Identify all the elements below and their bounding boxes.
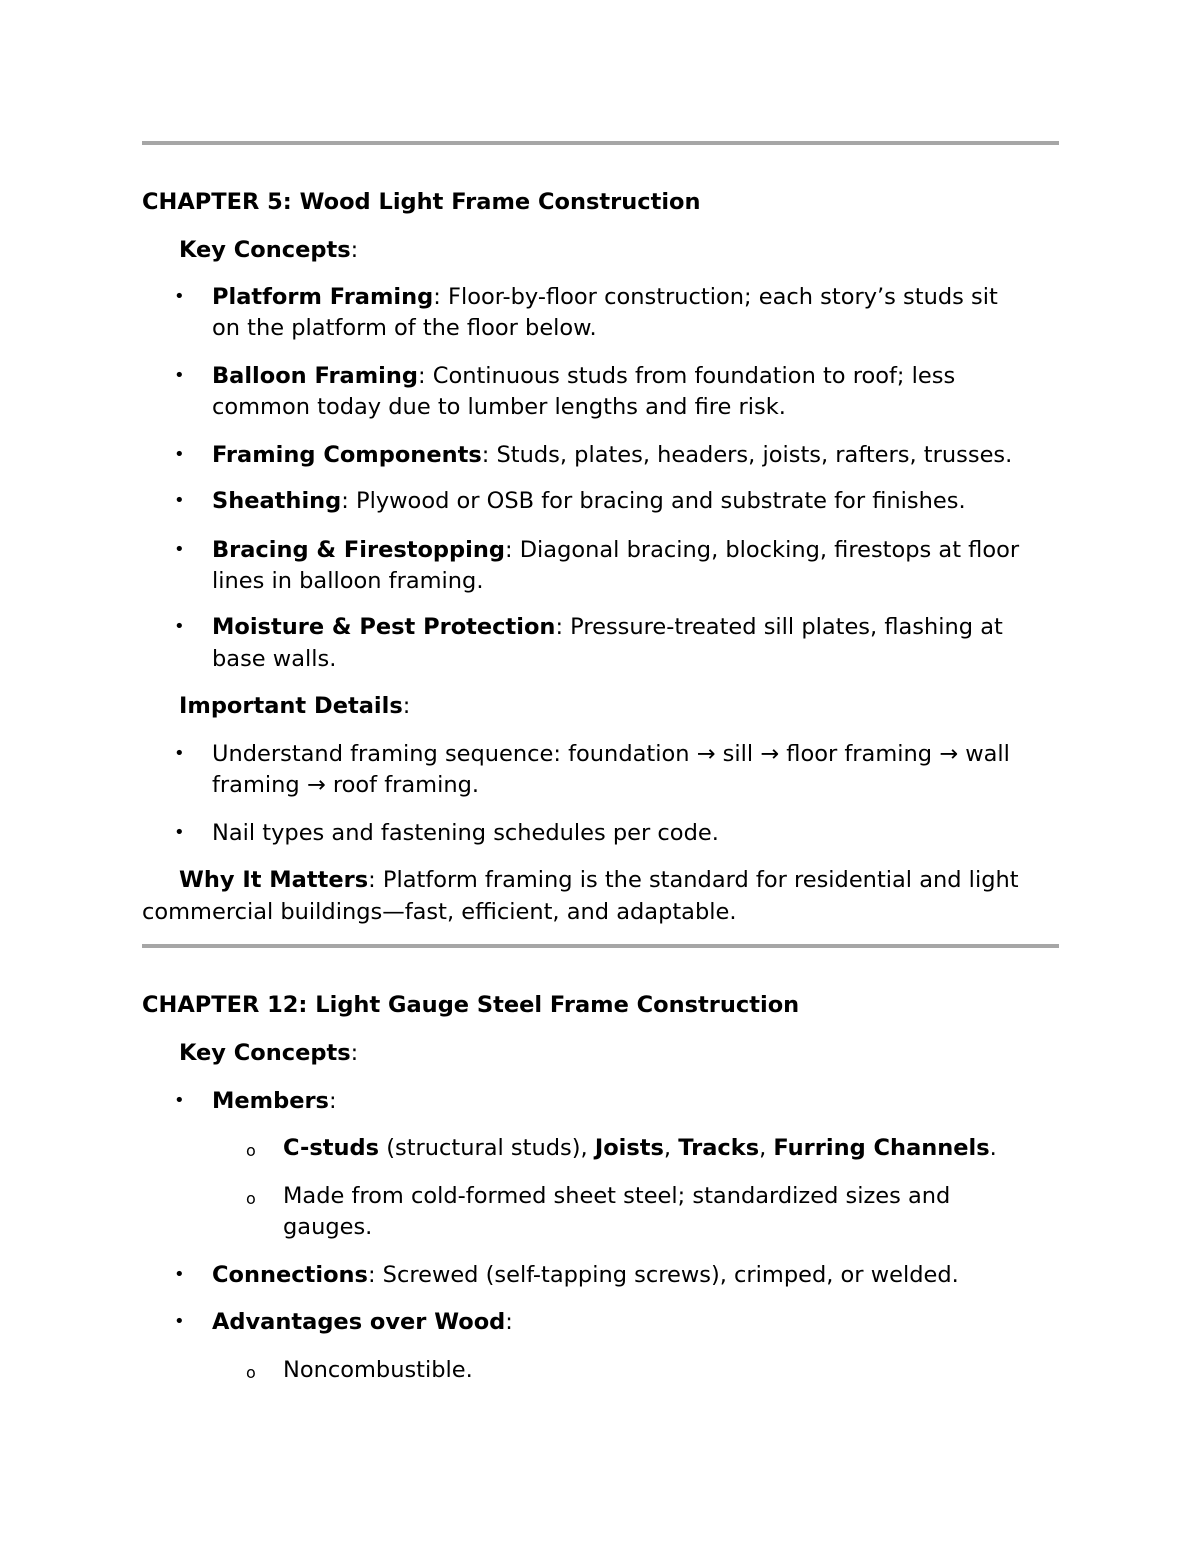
ch5-item-sheathing: Sheathing: Plywood or OSB for bracing and substrate for finishes. xyxy=(212,488,966,514)
ch5-item-platform-framing: Platform Framing: Floor-by-floor construction; each story’s studs sit xyxy=(212,284,998,310)
ch5-key-concepts-label: Key Concepts: xyxy=(179,237,359,263)
bullet-icon: • xyxy=(174,616,185,637)
ch12-members-material: Made from cold-formed sheet steel; standardized sizes and xyxy=(283,1183,951,1209)
chapter-12-title: CHAPTER 12: Light Gauge Steel Frame Construction xyxy=(142,992,800,1018)
ch5-important-details-label: Important Details: xyxy=(179,693,411,719)
bullet-icon: • xyxy=(174,490,185,511)
bullet-icon: • xyxy=(174,286,185,307)
ch12-members-material-cont: gauges. xyxy=(283,1214,373,1240)
chapter-5-title: CHAPTER 5: Wood Light Frame Construction xyxy=(142,189,701,215)
ch12-members: Members: xyxy=(212,1088,337,1114)
bullet-icon: • xyxy=(174,1090,185,1111)
ch5-item-moisture-pest-cont: base walls. xyxy=(212,646,337,672)
ch5-item-moisture-pest: Moisture & Pest Protection: Pressure-treated sill plates, flashing at xyxy=(212,614,1003,640)
ch5-important-sequence: Understand framing sequence: foundation → sill → floor framing → wall xyxy=(212,741,1010,767)
bullet-icon: • xyxy=(174,1311,185,1332)
section-divider xyxy=(142,944,1059,948)
ch5-why-it-matters-cont: commercial buildings—fast, efficient, and adaptable. xyxy=(142,899,737,925)
bullet-icon: • xyxy=(174,444,185,465)
bullet-icon: • xyxy=(174,822,185,843)
bullet-icon: • xyxy=(174,743,185,764)
ch12-advantages: Advantages over Wood: xyxy=(212,1309,513,1335)
ch12-advantages-noncombustible: Noncombustible. xyxy=(283,1357,473,1383)
ch5-why-it-matters: Why It Matters: Platform framing is the standard for residential and light xyxy=(179,867,1019,893)
top-divider xyxy=(142,141,1059,145)
ch5-item-balloon-framing-cont: common today due to lumber lengths and fire risk. xyxy=(212,394,786,420)
ch12-connections: Connections: Screwed (self-tapping screws), crimped, or welded. xyxy=(212,1262,959,1288)
bullet-icon: • xyxy=(174,1264,185,1285)
ch5-item-bracing-firestopping-cont: lines in balloon framing. xyxy=(212,568,484,594)
ch12-key-concepts-label: Key Concepts: xyxy=(179,1040,359,1066)
sub-bullet-icon: o xyxy=(246,1141,256,1160)
ch5-item-balloon-framing: Balloon Framing: Continuous studs from foundation to roof; less xyxy=(212,363,956,389)
bullet-icon: • xyxy=(174,365,185,386)
ch5-important-nail-types: Nail types and fastening schedules per code. xyxy=(212,820,719,846)
ch5-item-framing-components: Framing Components: Studs, plates, headers, joists, rafters, trusses. xyxy=(212,442,1013,468)
ch5-item-bracing-firestopping: Bracing & Firestopping: Diagonal bracing, blocking, firestops at floor xyxy=(212,537,1020,563)
sub-bullet-icon: o xyxy=(246,1189,256,1208)
ch5-item-platform-framing-cont: on the platform of the floor below. xyxy=(212,315,597,341)
bullet-icon: • xyxy=(174,539,185,560)
sub-bullet-icon: o xyxy=(246,1363,256,1382)
ch5-important-sequence-cont: framing → roof framing. xyxy=(212,772,480,798)
ch12-members-types: C-studs (structural studs), Joists, Tracks, Furring Channels. xyxy=(283,1135,997,1161)
